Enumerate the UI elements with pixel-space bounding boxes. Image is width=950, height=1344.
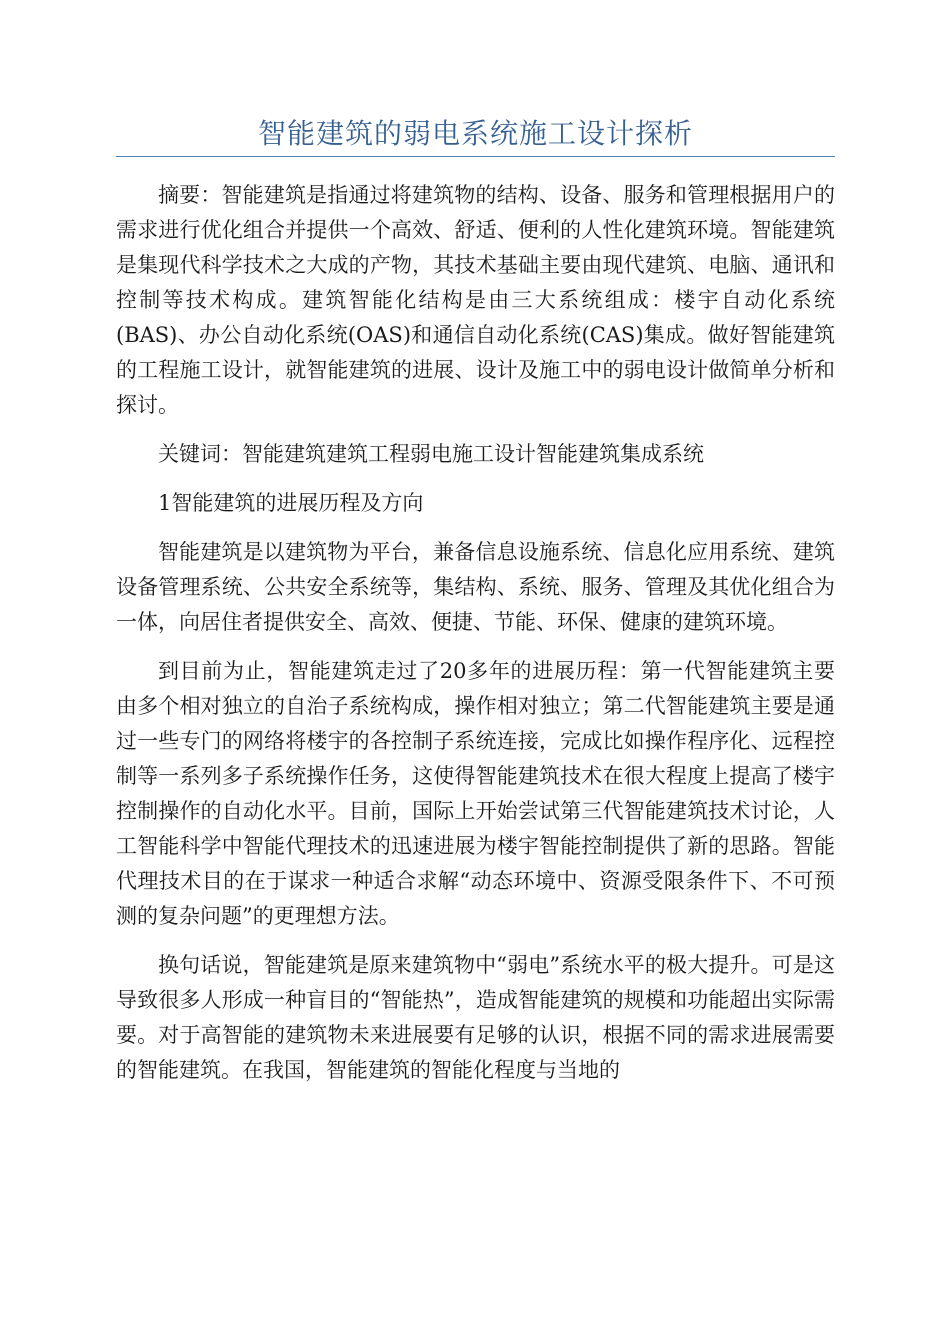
document-title: 智能建筑的弱电系统施工设计探析 [257, 117, 693, 150]
document-body [116, 178, 835, 1102]
abstract-paragraph: 摘要：智能建筑是指通过将建筑物的结构、设备、服务和管理根据用户的需求进行优化组合并提供一个高效、舒适、便利的人性化建筑环境。智能建筑是集现代科学技术之大成的产物，其技术基础主要由现代建筑、电脑、通讯和控制等技术构成。建筑智能化结构是由三大系统组成：楼宇自动化系统(BAS)、办公自动化系统(OAS)和通信自动化系统(CAS)集成。做好智能建筑的工程施工设计，就智能建筑的进展、设计及施工中的弱电设计做简单分析和探讨。 [116, 183, 835, 417]
title-block [116, 112, 835, 157]
keywords-paragraph: 关键词：智能建筑建筑工程弱电施工设计智能建筑集成系统 [158, 442, 704, 466]
body-paragraph: 换句话说，智能建筑是原来建筑物中“弱电”系统水平的极大提升。可是这导致很多人形成一种盲目的“智能热”，造成智能建筑的规模和功能超出实际需要。对于高智能的建筑物未来进展要有足够的认识，根据不同的需求进展需要的智能建筑。在我国，智能建筑的智能化程度与当地的 [116, 953, 835, 1082]
body-paragraph: 到目前为止，智能建筑走过了20多年的进展历程：第一代智能建筑主要由多个相对独立的自治子系统构成，操作相对独立；第二代智能建筑主要是通过一些专门的网络将楼宇的各控制子系统连接，完成比如操作程序化、远程控制等一系列多子系统操作任务，这使得智能建筑技术在很大程度上提高了楼宇控制操作的自动化水平。目前，国际上开始尝试第三代智能建筑技术讨论，人工智能科学中智能代理技术的迅速进展为楼宇智能控制提供了新的思路。智能代理技术目的在于谋求一种适合求解“动态环境中、资源受限条件下、不可预测的复杂问题”的更理想方法。 [116, 659, 835, 928]
section-heading: 1智能建筑的进展历程及方向 [158, 491, 424, 515]
body-paragraph: 智能建筑是以建筑物为平台，兼备信息设施系统、信息化应用系统、建筑设备管理系统、公共安全系统等，集结构、系统、服务、管理及其优化组合为一体，向居住者提供安全、高效、便捷、节能、环保、健康的建筑环境。 [116, 540, 835, 634]
